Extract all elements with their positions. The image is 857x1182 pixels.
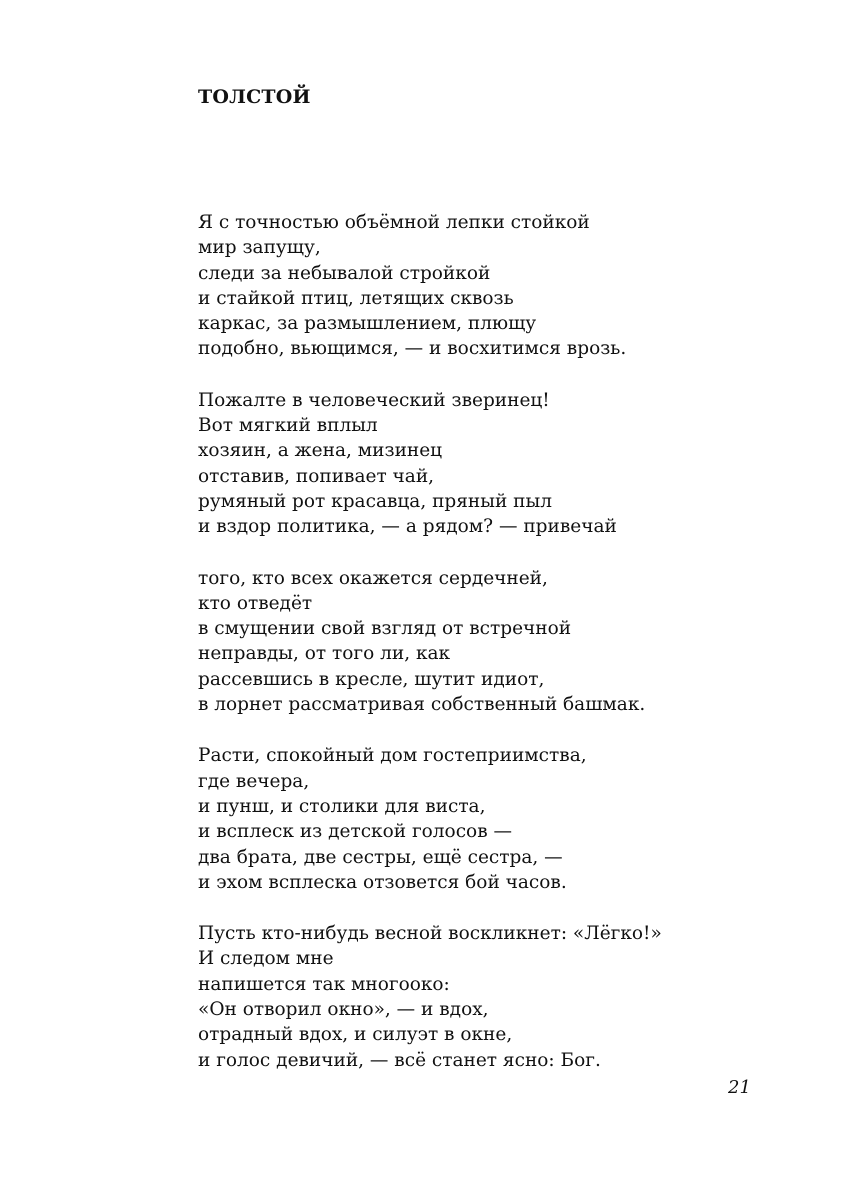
poem-line: где вечера, — [198, 770, 310, 792]
poem-line: Я с точностью объёмной лепки стойкой — [198, 212, 590, 233]
poem-line: напишется так многооко: — [198, 973, 450, 995]
poem-line: подобно, вьющимся, — и восхитимся врозь. — [198, 338, 627, 360]
poem-line: каркас, за размышлением, плющу — [198, 313, 537, 335]
stanza-4 — [198, 743, 798, 895]
poem-line: и эхом всплеска отзовется бой часов. — [198, 871, 567, 893]
poem-line: румяный рот красавца, пряный пыл — [198, 490, 552, 512]
poem-line: хозяин, а жена, мизинец — [198, 440, 443, 462]
poem-line: в лорнет рассматривая собственный башмак. — [198, 694, 646, 716]
poem-line: «Он отворил окно», — и вдох, — [198, 999, 489, 1021]
poem-title: ТОЛСТОЙ — [198, 86, 311, 108]
poem-line: И следом мне — [198, 948, 334, 970]
poem-line: Пусть кто-нибудь весной воскликнет: «Лёгко!» — [198, 923, 662, 945]
poem-line: в смущении свой взгляд от встречной — [198, 618, 572, 640]
poem-line: отрадный вдох, и силуэт в окне, — [198, 1024, 513, 1046]
poem-line: и всплеск из детской голосов — — [198, 821, 512, 843]
poem-line: и голос девичий, — всё станет ясно: Бог. — [198, 1049, 601, 1071]
poem-line: Вот мягкий вплыл — [198, 415, 378, 437]
poem-line: мир запущу, — [198, 237, 321, 259]
poem-line: Расти, спокойный дом гостеприимства, — [198, 745, 587, 767]
poem-line: и стайкой птиц, летящих сквозь — [198, 287, 514, 309]
page-number: 21 — [728, 1077, 751, 1098]
poem-line: того, кто всех окажется сердечней, — [198, 567, 548, 589]
poem-line: отставив, попивает чай, — [198, 465, 435, 487]
poem-line: следи за небывалой стройкой — [198, 262, 491, 284]
poem-line: рассевшись в кресле, шутит идиот, — [198, 668, 545, 690]
poem-line: два брата, две сестры, ещё сестра, — — [198, 846, 563, 868]
stanza-5 — [198, 921, 798, 1073]
stanza-3 — [198, 566, 798, 718]
poem-line: неправды, от того ли, как — [198, 643, 451, 665]
poem-line: кто отведёт — [198, 592, 313, 614]
stanza-1 — [198, 210, 798, 362]
poem-body — [198, 210, 798, 1099]
poem-line: Пожалте в человеческий зверинец! — [198, 389, 550, 411]
poem-line: и пунш, и столики для виста, — [198, 795, 486, 817]
stanza-2 — [198, 388, 798, 540]
poem-line: и вздор политика, — а рядом? — привечай — [198, 516, 617, 538]
